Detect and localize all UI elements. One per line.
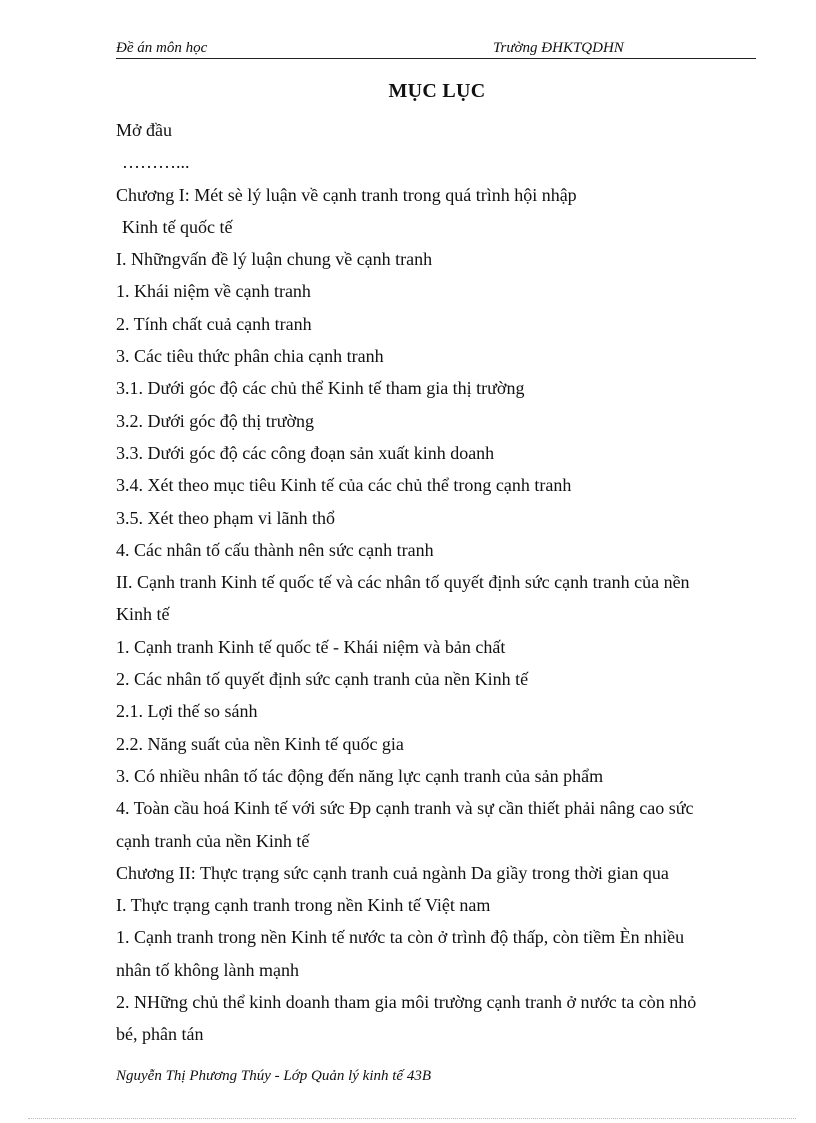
- toc-line: II. Cạnh tranh Kinh tế quốc tế và các nhân tố quyết định sức cạnh tranh của nền: [116, 572, 690, 593]
- toc-line: Chương I: Mét sè lý luận về cạnh tranh trong quá trình hội nhập: [116, 184, 577, 205]
- toc-line: 2. NHững chủ thể kinh doanh tham gia môi trường cạnh tranh ở nước ta còn nhỏ: [116, 992, 697, 1013]
- toc-line: 3.2. Dưới góc độ thị trường: [116, 410, 315, 431]
- toc-line: 3.4. Xét theo mục tiêu Kinh tế của các chủ thể trong cạnh tranh: [116, 475, 572, 496]
- page-title: MỤC LỤC: [388, 80, 486, 102]
- toc-line: bé, phân tán: [116, 1024, 204, 1045]
- toc-line: 1. Cạnh tranh trong nền Kinh tế nước ta còn ở trình độ thấp, còn tiềm Èn nhiều: [116, 927, 685, 948]
- table-of-contents: [116, 114, 756, 1051]
- toc-line: 4. Toàn cầu hoá Kinh tế với sức Ðp cạnh tranh và sự cần thiết phải nâng cao sức: [116, 798, 694, 819]
- page-footer: Nguyễn Thị Phương Thúy - Lớp Quản lý kinh tế 43B: [116, 1068, 431, 1084]
- toc-line: nhân tố không lành mạnh: [116, 959, 299, 980]
- toc-line: 3.3. Dưới góc độ các công đoạn sản xuất kinh doanh: [116, 442, 495, 463]
- page-bottom-edge: [28, 1118, 796, 1119]
- toc-line: 3.1. Dưới góc độ các chủ thể Kinh tế tham gia thị trường: [116, 378, 525, 399]
- toc-line: ………...: [122, 152, 190, 173]
- toc-line: 2.2. Năng suất của nền Kinh tế quốc gia: [116, 733, 404, 754]
- toc-line: I. Thực trạng cạnh tranh trong nền Kinh tế Việt nam: [116, 895, 491, 916]
- page-header: [116, 38, 756, 59]
- toc-line: 3. Các tiêu thức phân chia cạnh tranh: [116, 346, 384, 367]
- toc-line: Chương II: Thực trạng sức cạnh tranh cuả ngành Da giầy trong thời gian qua: [116, 862, 669, 883]
- toc-line: 1. Cạnh tranh Kinh tế quốc tế - Khái niệm và bản chất: [116, 636, 506, 657]
- toc-line: 2. Các nhân tố quyết định sức cạnh tranh của nền Kinh tế: [116, 669, 529, 690]
- toc-line: cạnh tranh của nền Kinh tế: [116, 830, 310, 851]
- header-course: Đề án môn học: [116, 40, 208, 56]
- toc-line: 1. Khái niệm về cạnh tranh: [116, 281, 311, 302]
- header-school: Trường ĐHKTQDHN: [493, 40, 624, 56]
- toc-line: Kinh tế: [116, 604, 170, 625]
- toc-line: Kinh tế quốc tế: [122, 216, 233, 237]
- toc-line: Mở đầu: [116, 120, 173, 140]
- toc-line: 2. Tính chất cuả cạnh tranh: [116, 313, 312, 334]
- toc-line: 4. Các nhân tố cấu thành nên sức cạnh tranh: [116, 539, 434, 560]
- toc-line: 3.5. Xét theo phạm vi lãnh thổ: [116, 507, 335, 528]
- toc-line: 2.1. Lợi thế so sánh: [116, 701, 258, 722]
- toc-line: 3. Có nhiều nhân tố tác động đến năng lực cạnh tranh của sản phẩm: [116, 765, 604, 786]
- toc-line: I. Nhữngvấn đề lý luận chung về cạnh tranh: [116, 249, 433, 270]
